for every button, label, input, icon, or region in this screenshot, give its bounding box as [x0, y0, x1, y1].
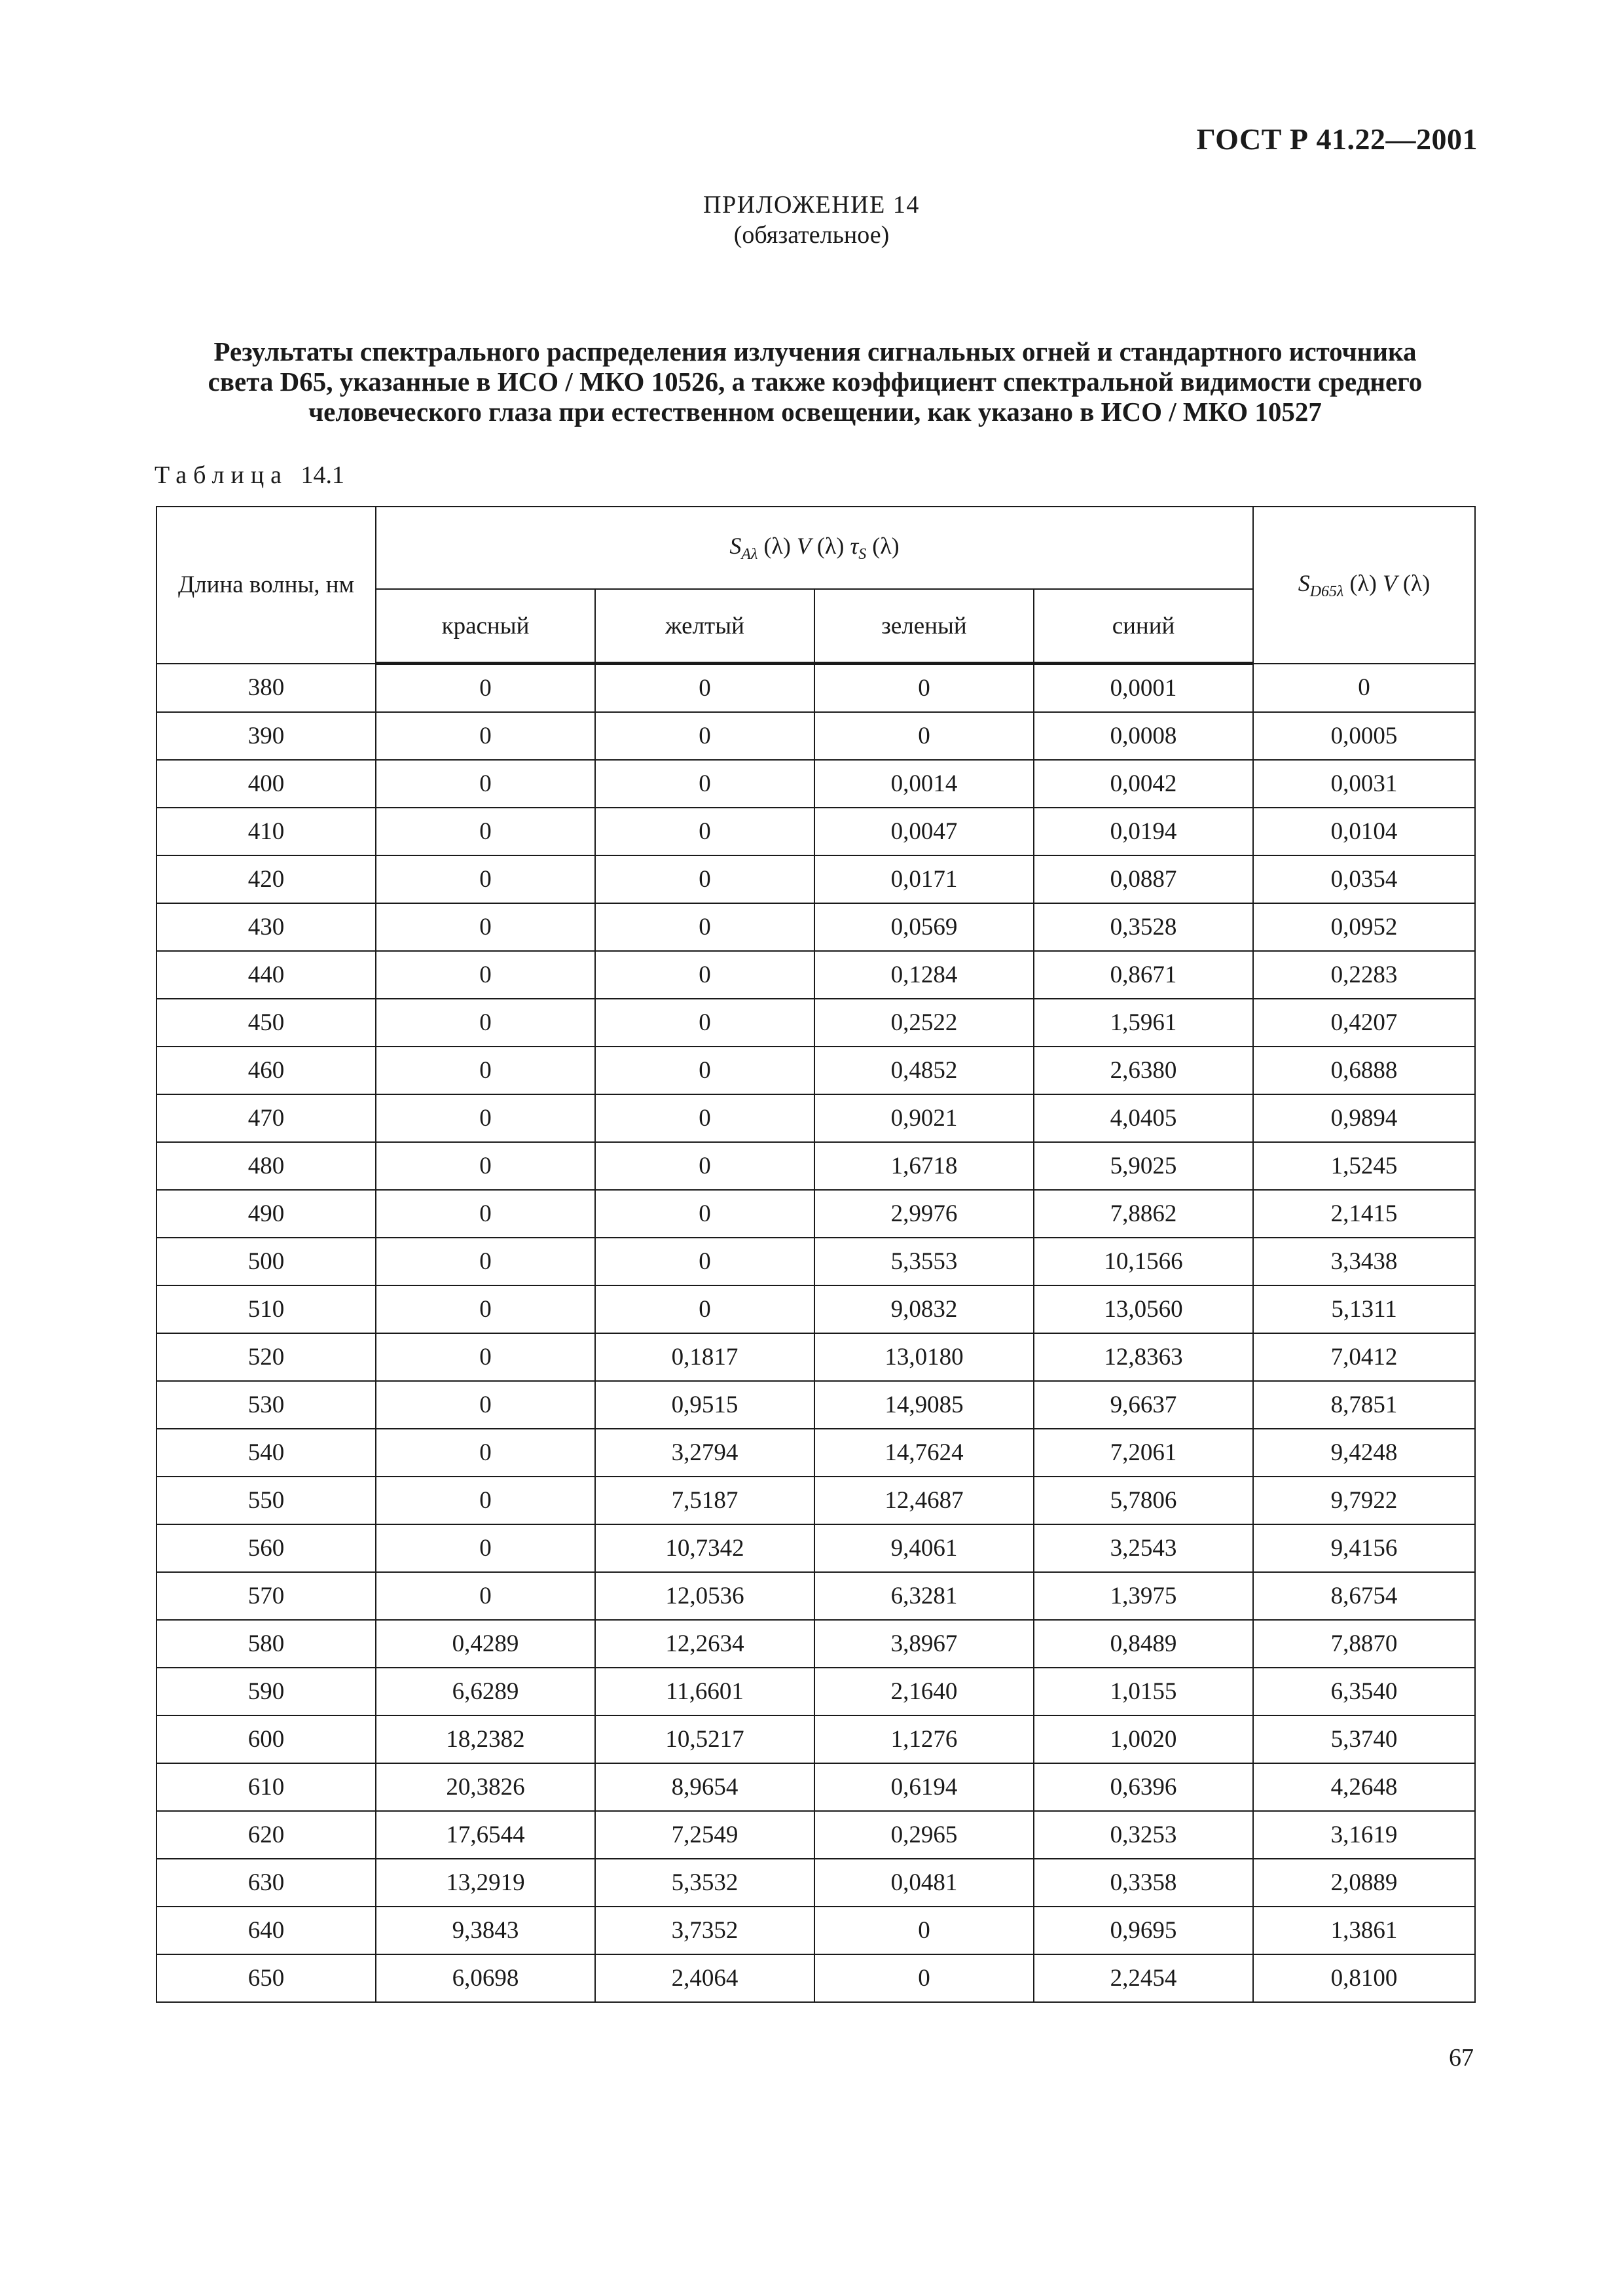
table-cell: 470 [156, 1094, 376, 1142]
table-cell: 8,9654 [595, 1763, 814, 1811]
table-cell: 7,5187 [595, 1477, 814, 1524]
table-cell: 390 [156, 712, 376, 760]
table-row [156, 1142, 1475, 1190]
table-cell: 2,6380 [1034, 1047, 1253, 1094]
table-row [156, 1668, 1475, 1715]
table-cell: 0,9695 [1034, 1907, 1253, 1954]
table-cell: 5,3553 [814, 1238, 1034, 1285]
header-wavelength: Длина волны, нм [156, 507, 376, 664]
table-cell: 0 [595, 760, 814, 808]
table-cell: 18,2382 [376, 1715, 595, 1763]
table-row [156, 760, 1475, 808]
table-cell: 0,8671 [1034, 951, 1253, 999]
table-cell: 2,9976 [814, 1190, 1034, 1238]
table-cell: 0 [376, 1047, 595, 1094]
table-cell: 0 [595, 1142, 814, 1190]
table-cell: 500 [156, 1238, 376, 1285]
table-cell: 0 [376, 808, 595, 855]
table-cell: 1,6718 [814, 1142, 1034, 1190]
title-line-3: человеческого глаза при естественном освещении, как указано в ИСО / МКО 10527 [308, 397, 1322, 427]
header-red: красный [376, 589, 595, 664]
table-cell: 0 [595, 664, 814, 713]
table-row [156, 712, 1475, 760]
table-cell: 2,2454 [1034, 1954, 1253, 2002]
table-row [156, 1572, 1475, 1620]
table-cell: 9,3843 [376, 1907, 595, 1954]
table-cell: 0,1284 [814, 951, 1034, 999]
table-cell: 10,5217 [595, 1715, 814, 1763]
table-cell: 6,0698 [376, 1954, 595, 2002]
table-cell: 560 [156, 1524, 376, 1572]
table-cell: 0 [814, 712, 1034, 760]
table-cell: 3,8967 [814, 1620, 1034, 1668]
table-cell: 0 [376, 1429, 595, 1477]
table-cell: 4,2648 [1253, 1763, 1475, 1811]
table-row [156, 1477, 1475, 1524]
table-cell: 12,4687 [814, 1477, 1034, 1524]
table-row [156, 1238, 1475, 1285]
table-cell: 480 [156, 1142, 376, 1190]
table-cell: 12,2634 [595, 1620, 814, 1668]
table-cell: 1,0155 [1034, 1668, 1253, 1715]
table-cell: 9,4156 [1253, 1524, 1475, 1572]
table-row [156, 1620, 1475, 1668]
title-line-2: света D65, указанные в ИСО / МКО 10526, а также коэффициент спектральной видимости среднего [208, 367, 1423, 397]
table-cell: 0 [376, 1142, 595, 1190]
table-cell: 1,3861 [1253, 1907, 1475, 1954]
table-cell: 0,9894 [1253, 1094, 1475, 1142]
standard-code: ГОСТ Р 41.22—2001 [1196, 122, 1478, 156]
table-cell: 11,6601 [595, 1668, 814, 1715]
table-row [156, 664, 1475, 713]
table-cell: 490 [156, 1190, 376, 1238]
table-cell: 610 [156, 1763, 376, 1811]
table-cell: 1,0020 [1034, 1715, 1253, 1763]
table-cell: 430 [156, 903, 376, 951]
table-cell: 17,6544 [376, 1811, 595, 1859]
table-cell: 0 [595, 1238, 814, 1285]
table-cell: 12,0536 [595, 1572, 814, 1620]
appendix-heading [0, 190, 1623, 250]
table-cell: 13,0560 [1034, 1285, 1253, 1333]
table-row [156, 1954, 1475, 2002]
appendix-title: ПРИЛОЖЕНИЕ 14 [703, 191, 920, 219]
table-cell: 0,0014 [814, 760, 1034, 808]
table-cell: 0,0104 [1253, 808, 1475, 855]
table-cell: 0 [595, 855, 814, 903]
table-cell: 7,2061 [1034, 1429, 1253, 1477]
table-cell: 0 [376, 664, 595, 713]
table-cell: 0 [595, 1094, 814, 1142]
table-row [156, 1907, 1475, 1954]
formula-tau-sub: S [858, 546, 867, 564]
document-title [157, 336, 1473, 427]
table-cell: 0,0031 [1253, 760, 1475, 808]
table-cell: 12,8363 [1034, 1333, 1253, 1381]
table-cell: 0,2965 [814, 1811, 1034, 1859]
table-cell: 7,2549 [595, 1811, 814, 1859]
table-cell: 8,7851 [1253, 1381, 1475, 1429]
table-cell: 0 [814, 664, 1034, 713]
formula-lambda-1: (λ) [757, 532, 797, 559]
table-row [156, 855, 1475, 903]
table-cell: 0,0047 [814, 808, 1034, 855]
table-cell: 0,3528 [1034, 903, 1253, 951]
table-row [156, 1285, 1475, 1333]
title-line-1: Результаты спектрального распределения излучения сигнальных огней и стандартного источника [213, 336, 1417, 367]
table-cell: 0,2283 [1253, 951, 1475, 999]
table-cell: 13,0180 [814, 1333, 1034, 1381]
formula-lambda-3: (λ) [866, 532, 900, 559]
appendix-subtitle: (обязательное) [733, 221, 890, 249]
table-cell: 0 [376, 1094, 595, 1142]
table-cell: 440 [156, 951, 376, 999]
table-cell: 0 [814, 1954, 1034, 2002]
formula-v: V [796, 532, 811, 559]
table-cell: 0,3358 [1034, 1859, 1253, 1907]
table-cell: 10,7342 [595, 1524, 814, 1572]
table-cell: 0 [595, 1285, 814, 1333]
table-cell: 0 [595, 1047, 814, 1094]
header-d65-formula [1253, 507, 1475, 664]
table-cell: 0 [595, 1190, 814, 1238]
page-number: 67 [1449, 2044, 1474, 2072]
header-signal-formula [376, 507, 1253, 589]
table-cell: 14,9085 [814, 1381, 1034, 1429]
table-cell: 0,3253 [1034, 1811, 1253, 1859]
table-cell: 0,0001 [1034, 664, 1253, 713]
table-cell: 0 [376, 951, 595, 999]
header-blue: синий [1034, 589, 1253, 664]
table-cell: 3,2543 [1034, 1524, 1253, 1572]
table-cell: 0 [595, 712, 814, 760]
table-row [156, 1381, 1475, 1429]
table-caption-word: Таблица [155, 461, 289, 489]
table-cell: 520 [156, 1333, 376, 1381]
table-cell: 9,4248 [1253, 1429, 1475, 1477]
table-cell: 0 [595, 903, 814, 951]
table-cell: 600 [156, 1715, 376, 1763]
table-cell: 0 [376, 1238, 595, 1285]
table-cell: 9,6637 [1034, 1381, 1253, 1429]
table-cell: 0,9515 [595, 1381, 814, 1429]
table-row [156, 1333, 1475, 1381]
table-cell: 3,1619 [1253, 1811, 1475, 1859]
table-cell: 0 [376, 855, 595, 903]
table-cell: 640 [156, 1907, 376, 1954]
table-caption [155, 461, 344, 490]
table-cell: 0,2522 [814, 999, 1034, 1047]
table-cell: 590 [156, 1668, 376, 1715]
table-row [156, 1047, 1475, 1094]
table-cell: 0,8489 [1034, 1620, 1253, 1668]
table-cell: 420 [156, 855, 376, 903]
table-cell: 8,6754 [1253, 1572, 1475, 1620]
table-row [156, 903, 1475, 951]
table-cell: 3,7352 [595, 1907, 814, 1954]
table-cell: 0,0042 [1034, 760, 1253, 808]
table-cell: 450 [156, 999, 376, 1047]
d65-formula-lambda-2: (λ) [1396, 569, 1431, 596]
table-cell: 7,8862 [1034, 1190, 1253, 1238]
table-cell: 0 [595, 951, 814, 999]
table-cell: 0,8100 [1253, 1954, 1475, 2002]
table-cell: 5,7806 [1034, 1477, 1253, 1524]
table-cell: 10,1566 [1034, 1238, 1253, 1285]
table-cell: 1,1276 [814, 1715, 1034, 1763]
table-cell: 0,0481 [814, 1859, 1034, 1907]
table-cell: 400 [156, 760, 376, 808]
table-cell: 3,2794 [595, 1429, 814, 1477]
formula-lambda-2: (λ) [811, 532, 850, 559]
table-cell: 9,7922 [1253, 1477, 1475, 1524]
table-cell: 2,1415 [1253, 1190, 1475, 1238]
table-row [156, 1859, 1475, 1907]
table-cell: 0 [376, 712, 595, 760]
table-cell: 0 [814, 1907, 1034, 1954]
table-cell: 0 [595, 808, 814, 855]
table-cell: 2,1640 [814, 1668, 1034, 1715]
table-cell: 5,3532 [595, 1859, 814, 1907]
table-row [156, 1715, 1475, 1763]
table-cell: 7,0412 [1253, 1333, 1475, 1381]
table-row [156, 1811, 1475, 1859]
table-cell: 5,3740 [1253, 1715, 1475, 1763]
table-cell: 530 [156, 1381, 376, 1429]
table-cell: 0,0887 [1034, 855, 1253, 903]
table-cell: 410 [156, 808, 376, 855]
table-cell: 1,3975 [1034, 1572, 1253, 1620]
table-cell: 0 [376, 1381, 595, 1429]
table-cell: 0,6888 [1253, 1047, 1475, 1094]
table-cell: 0,4289 [376, 1620, 595, 1668]
table-cell: 0,4207 [1253, 999, 1475, 1047]
d65-formula-s: S [1298, 569, 1310, 596]
table-cell: 0 [376, 1572, 595, 1620]
table-cell: 0,4852 [814, 1047, 1034, 1094]
table-row [156, 1429, 1475, 1477]
table-cell: 6,3540 [1253, 1668, 1475, 1715]
table-cell: 2,4064 [595, 1954, 814, 2002]
table-cell: 5,9025 [1034, 1142, 1253, 1190]
table-cell: 380 [156, 664, 376, 713]
table-cell: 0 [376, 1190, 595, 1238]
table-cell: 510 [156, 1285, 376, 1333]
table-cell: 14,7624 [814, 1429, 1034, 1477]
table-cell: 620 [156, 1811, 376, 1859]
table-cell: 0 [376, 1285, 595, 1333]
d65-formula-s-sub: D65λ [1309, 583, 1344, 600]
table-caption-number: 14.1 [301, 461, 345, 489]
table-row [156, 951, 1475, 999]
table-cell: 0 [376, 999, 595, 1047]
formula-s: S [729, 532, 742, 559]
table-cell: 570 [156, 1572, 376, 1620]
table-cell: 2,0889 [1253, 1859, 1475, 1907]
spectral-table [156, 506, 1476, 2003]
d65-formula-lambda-1: (λ) [1343, 569, 1383, 596]
table-row [156, 999, 1475, 1047]
d65-formula-v: V [1382, 569, 1397, 596]
header-yellow: желтый [595, 589, 814, 664]
table-row [156, 1190, 1475, 1238]
table-row [156, 1524, 1475, 1572]
table-cell: 0 [376, 760, 595, 808]
table-cell: 0 [1253, 664, 1475, 713]
table-cell: 580 [156, 1620, 376, 1668]
header-green: зеленый [814, 589, 1034, 664]
table-cell: 1,5245 [1253, 1142, 1475, 1190]
table-cell: 0,9021 [814, 1094, 1034, 1142]
table-cell: 9,0832 [814, 1285, 1034, 1333]
table-cell: 0,6396 [1034, 1763, 1253, 1811]
table-cell: 0,6194 [814, 1763, 1034, 1811]
table-row [156, 808, 1475, 855]
table-cell: 13,2919 [376, 1859, 595, 1907]
formula-s-sub: Aλ [741, 546, 758, 564]
table-cell: 0,0005 [1253, 712, 1475, 760]
table-cell: 540 [156, 1429, 376, 1477]
table-cell: 20,3826 [376, 1763, 595, 1811]
table-cell: 9,4061 [814, 1524, 1034, 1572]
table-cell: 0,0952 [1253, 903, 1475, 951]
table-cell: 650 [156, 1954, 376, 2002]
formula-tau: τ [850, 532, 859, 559]
table-cell: 0,0194 [1034, 808, 1253, 855]
table-cell: 3,3438 [1253, 1238, 1475, 1285]
table-cell: 0 [376, 903, 595, 951]
table-row [156, 1763, 1475, 1811]
table-cell: 7,8870 [1253, 1620, 1475, 1668]
table-cell: 5,1311 [1253, 1285, 1475, 1333]
table-cell: 0 [376, 1477, 595, 1524]
table-cell: 0 [376, 1524, 595, 1572]
table-cell: 6,3281 [814, 1572, 1034, 1620]
table-cell: 0 [595, 999, 814, 1047]
table-cell: 0,1817 [595, 1333, 814, 1381]
table-cell: 630 [156, 1859, 376, 1907]
table-cell: 6,6289 [376, 1668, 595, 1715]
table-cell: 0 [376, 1333, 595, 1381]
table-cell: 0,0354 [1253, 855, 1475, 903]
table-cell: 0,0008 [1034, 712, 1253, 760]
table-cell: 0,0171 [814, 855, 1034, 903]
table-cell: 460 [156, 1047, 376, 1094]
table-cell: 0,0569 [814, 903, 1034, 951]
table-cell: 1,5961 [1034, 999, 1253, 1047]
table-row [156, 1094, 1475, 1142]
table-cell: 550 [156, 1477, 376, 1524]
table-cell: 4,0405 [1034, 1094, 1253, 1142]
table-body [156, 664, 1475, 2003]
